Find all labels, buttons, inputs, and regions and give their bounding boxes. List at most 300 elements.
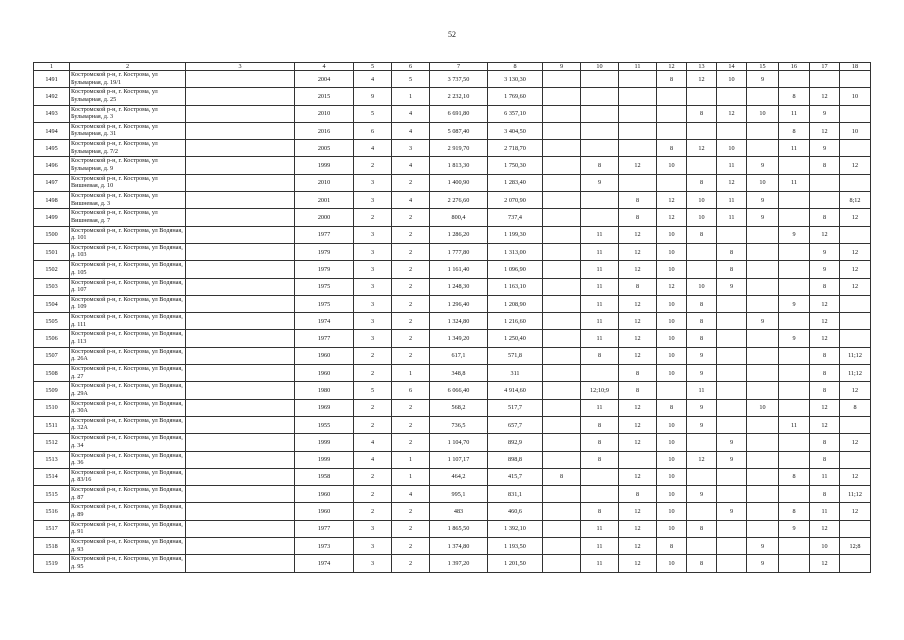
table-cell <box>779 538 810 555</box>
table-cell: 12 <box>657 209 687 226</box>
table-cell <box>581 88 619 105</box>
table-row <box>34 520 871 537</box>
table-cell: 1960 <box>295 486 354 503</box>
table-row <box>34 157 871 174</box>
table-cell: 11 <box>779 105 810 122</box>
column-header: 11 <box>619 63 657 71</box>
table-cell: 1 199,30 <box>488 226 543 243</box>
table-cell <box>840 174 871 191</box>
table-cell: 8 <box>687 520 717 537</box>
table-cell: 11 <box>779 174 810 191</box>
table-cell: 11 <box>581 226 619 243</box>
table-cell: 9 <box>717 503 747 520</box>
table-cell <box>779 347 810 364</box>
address-cell: Костромской р-н, г. Кострома, ул Бульварная, д. 25 <box>70 88 186 105</box>
table-cell: 2 <box>392 209 430 226</box>
column-header: 18 <box>840 63 871 71</box>
table-cell <box>581 105 619 122</box>
address-cell: Костромской р-н, г. Кострома, ул Водяная, д. 93 <box>70 538 186 555</box>
table-cell <box>543 451 581 468</box>
table-cell: 10 <box>657 434 687 451</box>
table-cell: 737,4 <box>488 209 543 226</box>
table-cell: 9 <box>747 71 779 88</box>
table-cell: 12 <box>619 468 657 485</box>
table-cell <box>779 365 810 382</box>
table-cell: 2 <box>392 226 430 243</box>
table-cell <box>543 122 581 139</box>
table-cell: 12 <box>657 192 687 209</box>
table-cell <box>186 313 295 330</box>
table-cell: 1 769,60 <box>488 88 543 105</box>
table-cell: 12 <box>619 313 657 330</box>
table-cell <box>779 261 810 278</box>
table-cell: 2 <box>354 347 392 364</box>
table-cell: 12 <box>810 416 840 433</box>
table-cell: 12 <box>840 503 871 520</box>
table-cell: 1 296,40 <box>430 295 488 312</box>
column-header: 12 <box>657 63 687 71</box>
table-cell: 1960 <box>295 503 354 520</box>
table-cell: 12 <box>840 209 871 226</box>
table-cell: 10 <box>657 157 687 174</box>
table-row <box>34 88 871 105</box>
address-cell: Костромской р-н, г. Кострома, ул Водяная, д. 30А <box>70 399 186 416</box>
row-number-cell: 1491 <box>34 71 70 88</box>
table-cell <box>543 416 581 433</box>
table-cell: 11 <box>717 192 747 209</box>
table-cell: 8 <box>581 416 619 433</box>
table-cell: 12 <box>810 330 840 347</box>
table-cell: 8 <box>810 486 840 503</box>
table-cell <box>543 278 581 295</box>
table-cell: 6 <box>354 122 392 139</box>
table-cell: 892,9 <box>488 434 543 451</box>
table-cell: 2 <box>392 416 430 433</box>
table-cell: 1 163,10 <box>488 278 543 295</box>
table-cell: 10 <box>657 416 687 433</box>
table-cell <box>810 71 840 88</box>
table-cell <box>619 71 657 88</box>
table-cell: 6 <box>392 382 430 399</box>
table-cell <box>747 330 779 347</box>
table-cell <box>810 192 840 209</box>
table-cell: 12 <box>687 71 717 88</box>
table-cell: 12 <box>687 140 717 157</box>
table-cell: 12 <box>619 538 657 555</box>
row-number-cell: 1512 <box>34 434 70 451</box>
table-cell <box>717 365 747 382</box>
table-row <box>34 140 871 157</box>
table-cell: 2010 <box>295 174 354 191</box>
row-number-cell: 1498 <box>34 192 70 209</box>
table-cell: 11 <box>581 295 619 312</box>
table-cell: 2004 <box>295 71 354 88</box>
table-cell: 3 404,50 <box>488 122 543 139</box>
table-cell <box>840 520 871 537</box>
address-cell: Костромской р-н, г. Кострома, ул Водяная, д. 26А <box>70 347 186 364</box>
table-cell: 12 <box>619 434 657 451</box>
table-cell: 9 <box>687 347 717 364</box>
table-cell <box>717 330 747 347</box>
table-row <box>34 347 871 364</box>
table-cell <box>717 347 747 364</box>
table-cell: 2015 <box>295 88 354 105</box>
table-cell: 8 <box>619 278 657 295</box>
table-cell: 10 <box>657 313 687 330</box>
table-row <box>34 295 871 312</box>
table-cell: 415,7 <box>488 468 543 485</box>
table-row <box>34 122 871 139</box>
table-cell: 12 <box>619 226 657 243</box>
address-cell: Костромской р-н, г. Кострома, ул Водяная, д. 83/16 <box>70 468 186 485</box>
table-cell: 10 <box>657 555 687 572</box>
table-row <box>34 365 871 382</box>
table-cell: 8;12 <box>840 192 871 209</box>
table-body <box>34 71 871 573</box>
table-cell <box>687 503 717 520</box>
table-cell <box>186 434 295 451</box>
table-cell: 4 <box>354 434 392 451</box>
table-cell <box>747 88 779 105</box>
table-cell <box>747 416 779 433</box>
table-cell <box>687 468 717 485</box>
row-number-cell: 1519 <box>34 555 70 572</box>
table-cell: 1969 <box>295 399 354 416</box>
table-cell: 12 <box>810 122 840 139</box>
table-cell: 8 <box>717 261 747 278</box>
table-cell: 11;12 <box>840 365 871 382</box>
table-cell: 11;12 <box>840 347 871 364</box>
table-cell <box>186 399 295 416</box>
row-number-cell: 1497 <box>34 174 70 191</box>
table-row <box>34 261 871 278</box>
table-cell <box>543 243 581 260</box>
table-cell <box>581 365 619 382</box>
table-cell <box>717 555 747 572</box>
table-cell <box>543 209 581 226</box>
table-cell: 4 <box>354 451 392 468</box>
table-cell: 9 <box>717 451 747 468</box>
table-cell: 2 <box>354 503 392 520</box>
table-cell: 1979 <box>295 243 354 260</box>
table-cell: 12 <box>840 278 871 295</box>
table-cell: 1979 <box>295 261 354 278</box>
table-cell <box>810 174 840 191</box>
header-row <box>34 63 871 71</box>
table-cell: 11 <box>717 209 747 226</box>
table-cell <box>747 434 779 451</box>
table-cell <box>186 382 295 399</box>
table-cell <box>657 122 687 139</box>
table-cell <box>717 382 747 399</box>
table-cell: 11 <box>581 313 619 330</box>
address-cell: Костромской р-н, г. Кострома, ул Вишневая, д. 7 <box>70 209 186 226</box>
table-cell: 8 <box>840 399 871 416</box>
table-row <box>34 555 871 572</box>
table-cell: 8 <box>619 192 657 209</box>
table-cell: 11 <box>810 503 840 520</box>
table-cell: 10 <box>657 347 687 364</box>
table-cell <box>717 538 747 555</box>
row-number-cell: 1511 <box>34 416 70 433</box>
table-cell <box>186 105 295 122</box>
table-cell <box>186 330 295 347</box>
table-cell: 2 <box>392 278 430 295</box>
table-cell: 1 750,30 <box>488 157 543 174</box>
table-cell: 8 <box>810 365 840 382</box>
address-cell: Костромской р-н, г. Кострома, ул Водяная, д. 89 <box>70 503 186 520</box>
table-cell: 2 <box>392 538 430 555</box>
table-cell: 1 <box>392 88 430 105</box>
table-cell <box>717 399 747 416</box>
table-cell <box>619 140 657 157</box>
column-header: 6 <box>392 63 430 71</box>
table-cell: 1960 <box>295 365 354 382</box>
table-cell <box>747 140 779 157</box>
table-cell: 12 <box>619 416 657 433</box>
table-cell: 9 <box>687 365 717 382</box>
table-cell <box>779 192 810 209</box>
table-cell: 10 <box>747 105 779 122</box>
table-cell: 8 <box>619 486 657 503</box>
table-cell <box>186 416 295 433</box>
table-cell: 657,7 <box>488 416 543 433</box>
table-cell: 10 <box>657 243 687 260</box>
table-cell: 2 <box>392 399 430 416</box>
row-number-cell: 1517 <box>34 520 70 537</box>
table-cell: 8 <box>810 347 840 364</box>
table-cell: 2 <box>392 520 430 537</box>
address-cell: Костромской р-н, г. Кострома, ул Водяная, д. 109 <box>70 295 186 312</box>
table-cell <box>840 71 871 88</box>
table-cell: 3 <box>354 192 392 209</box>
table-cell <box>543 140 581 157</box>
table-cell: 2 <box>354 468 392 485</box>
table-cell: 2 <box>392 330 430 347</box>
table-cell: 11 <box>581 330 619 347</box>
address-cell: Костромской р-н, г. Кострома, ул Водяная, д. 107 <box>70 278 186 295</box>
column-header: 15 <box>747 63 779 71</box>
table-cell: 1977 <box>295 520 354 537</box>
table-cell: 1 193,50 <box>488 538 543 555</box>
table-cell: 1975 <box>295 278 354 295</box>
table-cell <box>186 451 295 468</box>
table-cell: 12 <box>717 105 747 122</box>
table-cell: 3 <box>354 243 392 260</box>
table-cell: 12 <box>840 468 871 485</box>
table-cell: 1 <box>392 451 430 468</box>
table-cell: 8 <box>581 451 619 468</box>
table-cell <box>543 157 581 174</box>
row-number-cell: 1492 <box>34 88 70 105</box>
table-cell: 11 <box>581 261 619 278</box>
table-cell: 2 070,90 <box>488 192 543 209</box>
table-cell: 12 <box>619 399 657 416</box>
table-cell <box>747 122 779 139</box>
table-cell <box>717 468 747 485</box>
table-cell: 1958 <box>295 468 354 485</box>
table-cell: 11 <box>779 140 810 157</box>
table-cell: 8 <box>687 226 717 243</box>
table-cell: 2000 <box>295 209 354 226</box>
table-cell <box>747 243 779 260</box>
table-cell <box>779 486 810 503</box>
table-cell <box>543 313 581 330</box>
table-cell: 348,8 <box>430 365 488 382</box>
table-cell: 2 <box>392 347 430 364</box>
table-cell: 4 <box>392 122 430 139</box>
row-number-cell: 1493 <box>34 105 70 122</box>
table-cell: 12 <box>840 157 871 174</box>
table-cell: 10 <box>657 226 687 243</box>
address-cell: Костромской р-н, г. Кострома, ул Водяная, д. 36 <box>70 451 186 468</box>
table-cell: 2 <box>392 295 430 312</box>
table-cell: 10 <box>687 278 717 295</box>
table-cell: 2 <box>392 243 430 260</box>
table-cell: 3 <box>392 140 430 157</box>
table-cell <box>840 313 871 330</box>
table-cell: 5 <box>354 105 392 122</box>
table-cell <box>186 468 295 485</box>
table-cell <box>543 486 581 503</box>
table-cell: 2 919,70 <box>430 140 488 157</box>
table-cell <box>779 157 810 174</box>
table-row <box>34 538 871 555</box>
table-cell: 517,7 <box>488 399 543 416</box>
table-cell: 8 <box>687 295 717 312</box>
row-number-cell: 1506 <box>34 330 70 347</box>
table-cell: 10 <box>687 192 717 209</box>
column-header: 16 <box>779 63 810 71</box>
table-cell <box>543 399 581 416</box>
table-cell <box>779 399 810 416</box>
table-row <box>34 174 871 191</box>
table-cell: 3 <box>354 330 392 347</box>
row-number-cell: 1505 <box>34 313 70 330</box>
table-cell <box>687 88 717 105</box>
table-cell: 4 <box>354 71 392 88</box>
table-cell: 3 <box>354 555 392 572</box>
page-number: 52 <box>448 30 456 39</box>
table-cell: 9 <box>810 243 840 260</box>
table-cell: 571,8 <box>488 347 543 364</box>
table-cell: 9 <box>810 140 840 157</box>
table-cell: 8 <box>543 468 581 485</box>
table-cell: 12 <box>840 382 871 399</box>
table-cell: 2 <box>392 261 430 278</box>
table-cell: 12 <box>810 555 840 572</box>
table-cell: 8 <box>581 434 619 451</box>
table-cell: 5 087,40 <box>430 122 488 139</box>
table-cell: 1 208,90 <box>488 295 543 312</box>
table-cell: 3 737,50 <box>430 71 488 88</box>
table-cell <box>747 486 779 503</box>
table-cell: 12 <box>810 295 840 312</box>
table-cell: 1 392,10 <box>488 520 543 537</box>
table-cell <box>687 538 717 555</box>
table-cell <box>186 226 295 243</box>
address-cell: Костромской р-н, г. Кострома, ул Вишневая, д. 3 <box>70 192 186 209</box>
table-cell <box>186 555 295 572</box>
table-cell: 2 <box>354 157 392 174</box>
table-cell <box>717 486 747 503</box>
table-cell: 9 <box>747 313 779 330</box>
column-header: 14 <box>717 63 747 71</box>
table-cell: 1 <box>392 365 430 382</box>
column-header: 8 <box>488 63 543 71</box>
table-cell: 12 <box>619 330 657 347</box>
table-cell: 4 914,60 <box>488 382 543 399</box>
table-cell: 8 <box>779 503 810 520</box>
address-cell: Костромской р-н, г. Кострома, ул Водяная, д. 87 <box>70 486 186 503</box>
table-cell: 8 <box>810 157 840 174</box>
row-number-cell: 1509 <box>34 382 70 399</box>
table-cell <box>581 192 619 209</box>
table-cell <box>581 140 619 157</box>
address-cell: Костромской р-н, г. Кострома, ул Водяная, д. 111 <box>70 313 186 330</box>
table-cell: 2 <box>354 365 392 382</box>
table-cell: 12 <box>619 295 657 312</box>
row-number-cell: 1507 <box>34 347 70 364</box>
table-cell: 1973 <box>295 538 354 555</box>
table-cell: 4 <box>392 486 430 503</box>
table-cell: 12 <box>810 399 840 416</box>
table-cell: 8 <box>779 88 810 105</box>
table-cell: 736,5 <box>430 416 488 433</box>
table-cell: 8 <box>810 434 840 451</box>
table-row <box>34 399 871 416</box>
table-cell: 8 <box>810 209 840 226</box>
column-header: 4 <box>295 63 354 71</box>
table-cell: 12 <box>810 313 840 330</box>
table-cell: 8 <box>657 399 687 416</box>
table-cell <box>186 209 295 226</box>
table-cell <box>581 209 619 226</box>
table-cell <box>543 295 581 312</box>
table-cell: 2005 <box>295 140 354 157</box>
row-number-cell: 1508 <box>34 365 70 382</box>
table-cell: 8 <box>687 313 717 330</box>
address-cell: Костромской р-н, г. Кострома, ул Водяная, д. 32А <box>70 416 186 433</box>
table-cell <box>747 382 779 399</box>
table-cell: 11;12 <box>840 486 871 503</box>
table-cell <box>747 451 779 468</box>
table-cell: 12;10;9 <box>581 382 619 399</box>
table-cell: 9 <box>581 174 619 191</box>
table-cell: 1 096,90 <box>488 261 543 278</box>
table-cell <box>747 278 779 295</box>
table-cell <box>657 88 687 105</box>
row-number-cell: 1518 <box>34 538 70 555</box>
table-cell: 10 <box>657 365 687 382</box>
table-cell <box>779 382 810 399</box>
table-cell: 8 <box>779 122 810 139</box>
table-cell: 1 283,40 <box>488 174 543 191</box>
table-cell <box>543 71 581 88</box>
table-cell <box>840 105 871 122</box>
column-header: 1 <box>34 63 70 71</box>
table-cell <box>186 140 295 157</box>
table-cell <box>747 365 779 382</box>
table-cell: 10 <box>657 261 687 278</box>
table-cell: 9 <box>687 399 717 416</box>
table-cell: 1 201,50 <box>488 555 543 572</box>
table-cell: 10 <box>657 503 687 520</box>
table-cell: 8 <box>687 330 717 347</box>
table-row <box>34 192 871 209</box>
table-cell <box>543 105 581 122</box>
table-cell <box>747 295 779 312</box>
